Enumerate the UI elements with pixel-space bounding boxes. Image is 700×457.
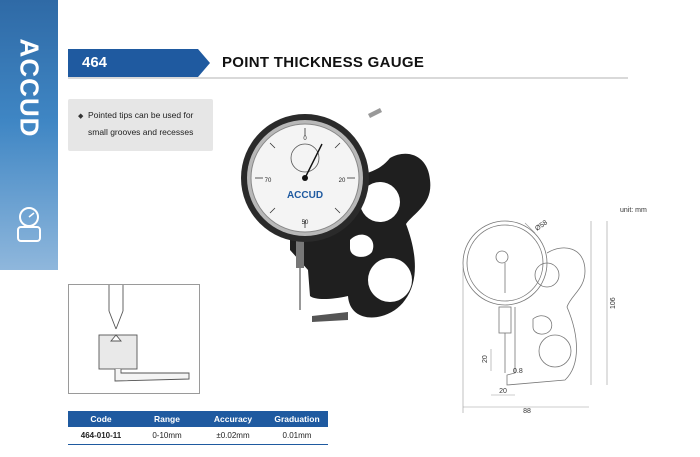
- dim-dial: Ø58: [534, 219, 549, 233]
- application-diagram: [69, 285, 199, 393]
- table-cell: 464-010-11: [68, 427, 134, 445]
- table-row: [68, 427, 328, 445]
- column-header: Range: [134, 411, 200, 427]
- brand-logo-text: ACCUD: [14, 38, 45, 138]
- unit-label: unit: mm: [620, 207, 647, 214]
- feature-box: [68, 99, 213, 151]
- dim-point: 0.8: [513, 368, 523, 375]
- feature-line-1: Pointed tips can be used for: [88, 110, 194, 120]
- table-cell: 0-10mm: [134, 427, 200, 445]
- dim-height: 106: [610, 297, 617, 309]
- technical-drawing: [455, 215, 635, 415]
- table-cell: 0.01mm: [266, 427, 328, 445]
- dim-depth: 20: [499, 388, 507, 395]
- product-image: [230, 100, 440, 332]
- column-header: Accuracy: [200, 411, 266, 427]
- feature-line-2: small grooves and recesses: [88, 127, 194, 137]
- dim-tip: 20: [482, 355, 489, 363]
- dim-width: 88: [523, 408, 531, 415]
- header-divider: [68, 77, 628, 79]
- product-code-band: [68, 49, 198, 77]
- product-code: 464: [82, 54, 108, 71]
- dial-number: 0: [303, 136, 307, 142]
- column-header: Code: [68, 411, 134, 427]
- brand-strip: [0, 0, 58, 270]
- application-sketch: [68, 284, 200, 394]
- dial-number: 20: [338, 178, 346, 184]
- header-arrow: [198, 49, 210, 77]
- table-header-row: [68, 411, 328, 427]
- table-cell: ±0.02mm: [200, 427, 266, 445]
- dial-number: 70: [264, 178, 272, 184]
- product-title: POINT THICKNESS GAUGE: [222, 54, 425, 71]
- dial-number: 50: [301, 220, 309, 226]
- spec-table: [68, 411, 328, 445]
- dial-brand-label: ACCUD: [286, 190, 324, 201]
- column-header: Graduation: [266, 411, 328, 427]
- gauge-icon: [12, 205, 46, 245]
- bullet-icon: ◆: [78, 113, 84, 120]
- brand-logo: [8, 28, 50, 148]
